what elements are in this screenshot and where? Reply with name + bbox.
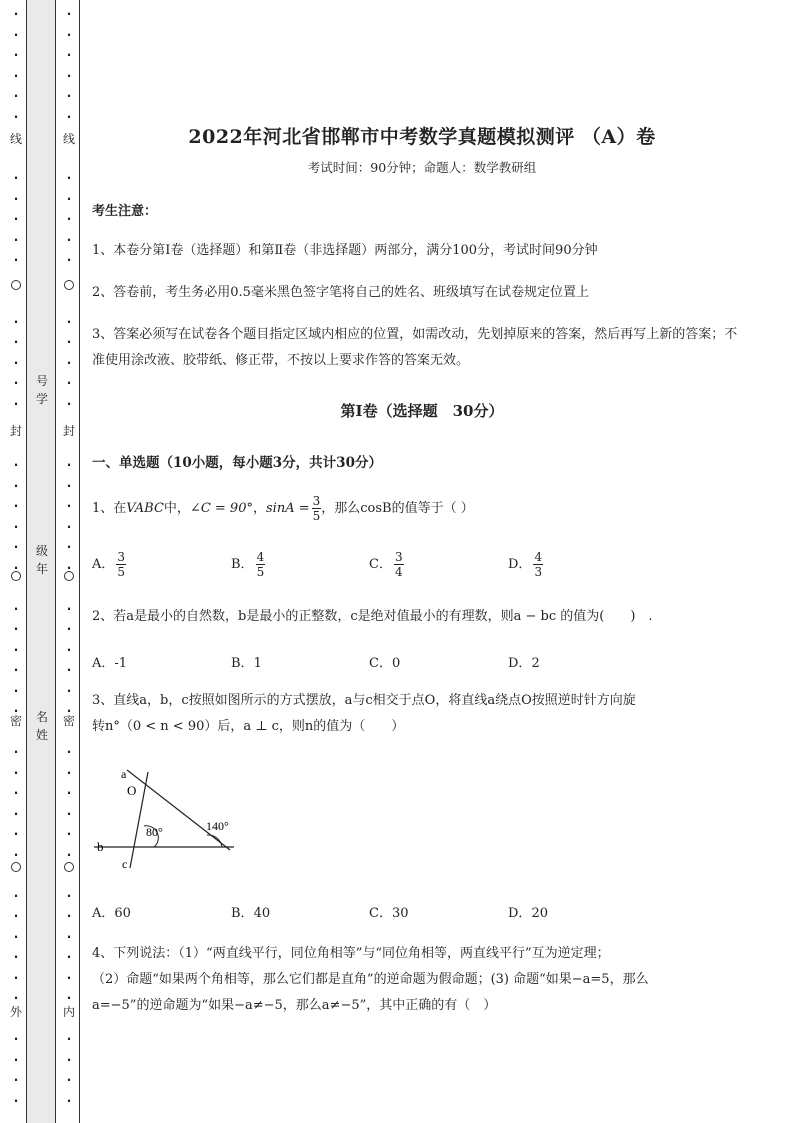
cut-dot: · [13,335,19,349]
exam-title: 2022年河北省邯郸市中考数学真题模拟测评 （A）卷 [188,126,656,148]
cut-dot: · [66,376,72,390]
angle-label-80: 80° [146,825,163,839]
option-a[interactable]: A． $\frac{3}{5}$ [92,550,126,579]
cut-dot: · [13,48,19,62]
cut-dot: · [66,765,72,780]
cut-dot: · [13,950,19,964]
cut-dot: · [66,806,72,821]
cut-dot: · [66,683,72,698]
cut-dot: · [66,68,72,83]
cut-dot: · [66,745,72,759]
angle-label-140: 140° [206,819,229,833]
cut-dot: · [13,253,19,267]
cut-dot: · [66,396,72,411]
cut-dot: · [13,314,19,329]
cut-dot: · [66,642,72,657]
option-c[interactable]: C．0 [369,656,401,671]
cut-dot: · [66,1073,72,1087]
dotted-cut-line-right [63,4,75,1119]
cut-dot: · [13,355,19,370]
question-2: 2、若a是最小的自然数，b是最小的正整数，c是绝对值最小的有理数，则a − bc 的值为( ) . [92,609,653,624]
binding-margin [0,0,84,1123]
cut-dot: · [66,499,72,513]
cut-circle [64,862,74,872]
cut-label-lower: 密 [63,714,76,728]
cut-dot: · [66,478,72,493]
exam-subtitle: 考试时间：90分钟；命题人：数学教研组 [307,160,537,175]
cut-circle [11,571,21,581]
question-3: 3、直线a，b，c按照如图所示的方式摆放，a与c相交于点O，将直线a绕点O按照逆时针方向旋 转n°（0 < n < 90）后，a ⊥ c，则n的值为（ ） [92,693,636,734]
cut-dot: · [66,7,72,21]
cut-dot: · [13,1032,19,1046]
cut-dot: · [13,786,19,800]
cut-dot: · [66,48,72,62]
label-c: c [122,857,128,871]
question-1: 1、在VABC中，∠C = 90°，sinA = $\frac{3}{5}$ ，那么cosB的值等于（ ） [92,494,474,523]
notice-item: 3、答案必须写在试卷各个题目指定区域内相应的位置，如需改动，先划掉原来的答案，然后再写上新的答案；不准使用涂改液、胶带纸、修正带，不按以上要求作答的答案无效。 [92,327,738,368]
cut-dot: · [13,212,19,226]
cut-dot: · [66,540,72,554]
cut-dot: · [13,929,19,944]
cut-dot: · [13,663,19,677]
cut-dot: · [66,560,72,575]
cut-dot: · [66,1052,72,1067]
section-title: 第I卷（选择题 30分） [340,402,504,420]
cut-dot: · [13,704,19,718]
cut-dot: · [13,601,19,616]
cut-dot: · [66,827,72,841]
cut-dot: · [13,478,19,493]
cut-dot: · [66,950,72,964]
cut-dot: · [13,376,19,390]
option-d[interactable]: D． $\frac{4}{3}$ [508,550,543,579]
cut-dot: · [13,909,19,923]
cut-dot: · [66,663,72,677]
cut-dot: · [13,458,19,472]
cut-dot: · [13,888,19,903]
cut-dot: · [66,847,72,862]
notice-item: 1、本卷分第I卷（选择题）和第Ⅱ卷（非选择题）两部分，满分100分，考试时间90分钟 [92,243,598,258]
option-c[interactable]: C．30 [369,906,409,921]
cut-dot: · [13,499,19,513]
dotted-cut-line-left [10,4,22,1119]
option-b[interactable]: B．1 [231,656,262,671]
option-c[interactable]: C． $\frac{3}{4}$ [369,550,403,579]
line-a [127,770,230,850]
cut-dot: · [66,1093,72,1108]
question-4: 4、下列说法：（1）“两直线平行，同位角相等”与“同位角相等，两直线平行”互为逆定理； （2）命题“如果两个角相等，那么它们都是直角”的逆命题为假命题；(3) 命题“如果−a=5，那么 a=−5”的逆命题为“如果−a≠−5，那么a≠−5”，其中正确的有（ ） [92,946,649,1013]
cut-dot: · [66,335,72,349]
cut-label-middle: 封 [10,424,23,438]
cut-circle [64,280,74,290]
option-b[interactable]: B． $\frac{4}{5}$ [231,550,265,579]
cut-dot: · [13,683,19,698]
option-d[interactable]: D．20 [508,906,548,921]
cut-label-bottom: 外 [10,1005,23,1019]
sine-expression: sinA = [266,501,310,516]
cut-dot: · [13,1093,19,1108]
cut-dot: · [13,1073,19,1087]
part-title: 一、单选题（10小题，每小题3分，共计30分） [92,455,382,471]
cut-dot: · [66,929,72,944]
cut-dot: · [66,458,72,472]
cut-dot: · [13,970,19,985]
cut-label-bottom: 内 [63,1005,76,1019]
cut-dot: · [66,109,72,124]
grade-label: 级 年 [35,544,48,576]
triangle-symbol: VABC [126,501,164,516]
option-b[interactable]: B．40 [231,906,271,921]
cut-dot: · [13,642,19,657]
cut-dot: · [66,212,72,226]
cut-dot: · [13,519,19,534]
student-id-label: 号 学 [35,374,48,406]
cut-dot: · [66,171,72,185]
label-b: b [97,839,104,854]
option-a[interactable]: A．60 [92,906,131,921]
notice-heading: 考生注意： [92,204,158,219]
cut-dot: · [13,232,19,247]
cut-dot: · [13,1052,19,1067]
label-o: O [127,783,137,798]
line-diagram [92,760,242,875]
cut-dot: · [66,232,72,247]
label-a: a [121,767,127,781]
cut-label-top: 线 [63,132,76,146]
cut-dot: · [66,27,72,42]
cut-dot: · [13,7,19,21]
cut-dot: · [66,314,72,329]
cut-dot: · [66,89,72,103]
cut-dot: · [13,560,19,575]
cut-dot: · [13,745,19,759]
cut-dot: · [66,909,72,923]
cut-label-middle: 封 [63,424,76,438]
cut-dot: · [66,253,72,267]
option-d[interactable]: D．2 [508,656,540,671]
option-a[interactable]: A．-1 [92,656,128,671]
cut-dot: · [13,27,19,42]
cut-dot: · [66,191,72,206]
cut-dot: · [13,68,19,83]
cut-dot: · [66,888,72,903]
question-3-options [92,902,652,942]
cut-circle [11,280,21,290]
question-2-options [92,652,652,692]
angle-arc-140 [207,835,222,847]
cut-dot: · [13,765,19,780]
cut-dot: · [66,601,72,616]
angle-expression: ∠C = 90° [189,501,253,516]
cut-dot: · [66,355,72,370]
cut-dot: · [13,396,19,411]
margin-divider [79,0,80,1123]
cut-dot: · [13,171,19,185]
fraction: $\frac{3}{5}$ [312,494,321,523]
cut-dot: · [13,847,19,862]
cut-dot: · [66,704,72,718]
cut-dot: · [13,109,19,124]
cut-dot: · [66,622,72,636]
cut-dot: · [66,519,72,534]
cut-dot: · [66,991,72,1005]
cut-dot: · [13,827,19,841]
cut-dot: · [13,991,19,1005]
cut-dot: · [13,191,19,206]
cut-label-lower: 密 [10,714,23,728]
question-1-options [92,550,652,590]
name-label: 名 姓 [35,710,48,742]
cut-circle [11,862,21,872]
cut-label-top: 线 [10,132,23,146]
cut-circle [64,571,74,581]
notice-item: 2、答卷前，考生务必用0.5毫米黑色签字笔将自己的姓名、班级填写在试卷规定位置上 [92,285,589,300]
cut-dot: · [13,89,19,103]
cut-dot: · [13,622,19,636]
cut-dot: · [66,1032,72,1046]
cut-dot: · [13,806,19,821]
cut-dot: · [13,540,19,554]
cut-dot: · [66,786,72,800]
cut-dot: · [66,970,72,985]
